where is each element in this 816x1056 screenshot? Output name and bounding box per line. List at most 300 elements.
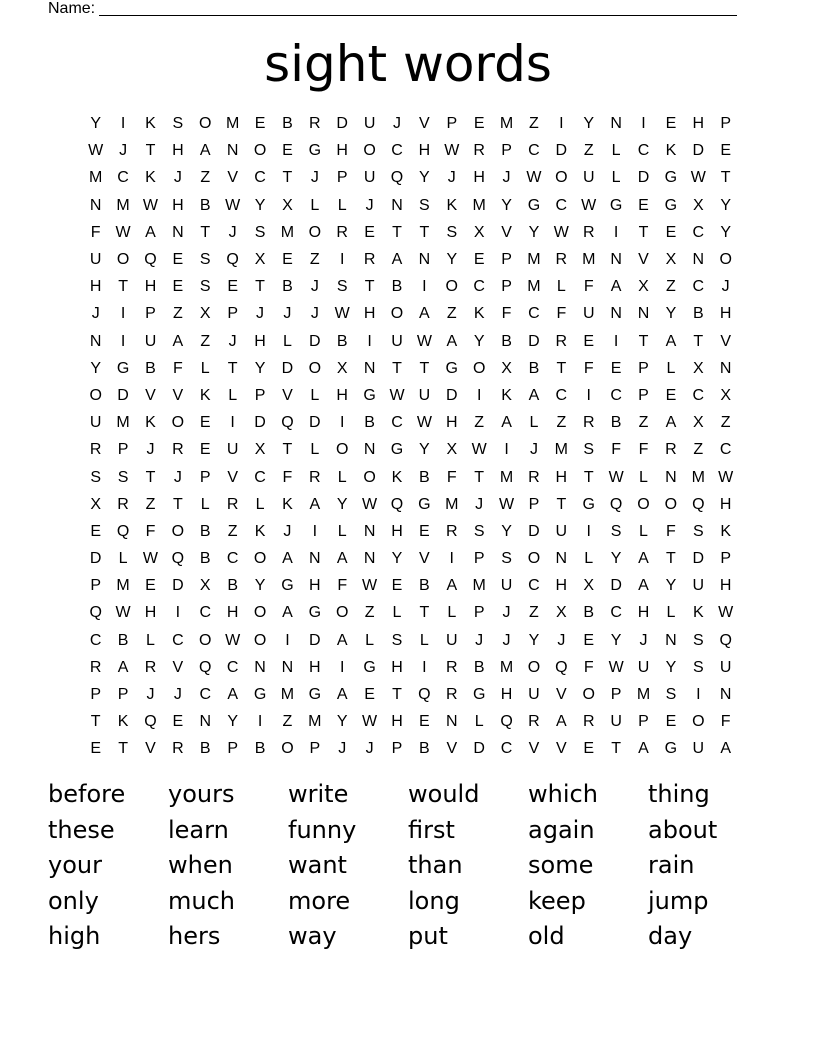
word-bank-item: jump bbox=[648, 886, 709, 915]
grid-letter: J bbox=[283, 522, 292, 540]
grid-letter: E bbox=[282, 142, 293, 160]
grid-letter: Y bbox=[90, 359, 102, 377]
grid-letter: J bbox=[146, 441, 155, 459]
grid-letter: K bbox=[145, 115, 156, 133]
grid-letter: I bbox=[504, 441, 509, 459]
grid-letter: E bbox=[172, 713, 184, 731]
grid-letter: A bbox=[528, 386, 540, 404]
grid-letter: D bbox=[610, 577, 622, 595]
grid-letter: L bbox=[474, 713, 484, 731]
grid-letter: P bbox=[501, 278, 512, 296]
grid-letter: R bbox=[89, 658, 102, 676]
grid-letter: U bbox=[719, 658, 732, 676]
grid-letter: I bbox=[449, 550, 454, 568]
grid-letter: C bbox=[172, 631, 184, 649]
grid-letter: J bbox=[475, 495, 484, 513]
grid-letter: O bbox=[253, 631, 267, 649]
grid-row bbox=[82, 491, 739, 518]
word-bank-item: funny bbox=[288, 815, 357, 844]
grid-letter: F bbox=[556, 305, 567, 323]
grid-letter: C bbox=[500, 740, 513, 758]
grid-letter: G bbox=[363, 658, 376, 676]
grid-letter: U bbox=[226, 441, 239, 459]
grid-row bbox=[82, 328, 739, 355]
grid-letter: S bbox=[199, 251, 211, 269]
grid-letter: U bbox=[89, 251, 102, 269]
grid-letter: Y bbox=[665, 658, 677, 676]
grid-letter: Z bbox=[227, 522, 238, 540]
grid-letter: A bbox=[309, 495, 321, 513]
grid-letter: W bbox=[115, 604, 131, 622]
grid-letter: Y bbox=[501, 196, 512, 214]
grid-letter: B bbox=[391, 278, 403, 296]
grid-letter: W bbox=[444, 142, 460, 160]
grid-letter: L bbox=[200, 359, 210, 377]
grid-letter: J bbox=[228, 332, 237, 350]
grid-letter: J bbox=[173, 169, 182, 187]
grid-letter: C bbox=[692, 386, 705, 404]
grid-letter: H bbox=[500, 686, 513, 704]
grid-letter: X bbox=[336, 359, 348, 377]
grid-letter: E bbox=[665, 115, 677, 133]
grid-letter: I bbox=[230, 414, 235, 432]
grid-row bbox=[82, 463, 739, 490]
grid-letter: D bbox=[117, 386, 129, 404]
word-bank-item: old bbox=[528, 922, 565, 951]
grid-letter: F bbox=[583, 278, 594, 296]
grid-letter: E bbox=[364, 223, 375, 241]
grid-letter: W bbox=[608, 658, 624, 676]
grid-letter: W bbox=[718, 604, 734, 622]
grid-letter: Z bbox=[282, 713, 293, 731]
grid-row bbox=[82, 246, 739, 273]
grid-letter: E bbox=[199, 414, 211, 432]
grid-letter: T bbox=[419, 223, 430, 241]
grid-letter: Q bbox=[692, 495, 705, 513]
grid-letter: W bbox=[142, 550, 159, 568]
grid-letter: J bbox=[173, 468, 182, 486]
grid-letter: G bbox=[664, 169, 678, 187]
grid-letter: R bbox=[89, 441, 102, 459]
grid-letter: B bbox=[528, 359, 540, 377]
grid-letter: M bbox=[527, 278, 541, 296]
grid-letter: N bbox=[692, 251, 705, 269]
grid-letter: M bbox=[499, 658, 514, 676]
grid-letter: T bbox=[392, 359, 402, 377]
grid-letter: I bbox=[613, 332, 619, 350]
grid-letter: P bbox=[227, 740, 238, 758]
grid-letter: F bbox=[638, 441, 649, 459]
grid-letter: R bbox=[445, 522, 458, 540]
grid-letter: E bbox=[145, 577, 156, 595]
grid-letter: E bbox=[583, 332, 595, 350]
grid-letter: D bbox=[555, 142, 568, 160]
grid-letter: O bbox=[116, 251, 130, 269]
grid-letter: X bbox=[692, 414, 704, 432]
grid-letter: P bbox=[117, 441, 129, 459]
grid-letter: C bbox=[226, 658, 239, 676]
grid-letter: J bbox=[721, 278, 730, 296]
grid-letter: O bbox=[253, 142, 267, 160]
grid-letter: A bbox=[638, 550, 649, 568]
grid-letter: H bbox=[719, 577, 732, 595]
grid-letter: D bbox=[309, 631, 321, 649]
grid-letter: G bbox=[281, 577, 294, 595]
grid-letter: D bbox=[89, 550, 102, 568]
grid-letter: I bbox=[339, 414, 345, 432]
grid-letter: Q bbox=[144, 251, 157, 269]
grid-letter: A bbox=[227, 686, 238, 704]
grid-letter: C bbox=[473, 278, 485, 296]
grid-letter: C bbox=[528, 305, 540, 323]
grid-letter: X bbox=[501, 359, 512, 377]
grid-letter: N bbox=[281, 658, 294, 676]
grid-letter: P bbox=[501, 142, 512, 160]
grid-letter: L bbox=[419, 631, 429, 649]
grid-letter: L bbox=[310, 196, 320, 214]
grid-letter: E bbox=[638, 196, 649, 214]
grid-letter: R bbox=[555, 332, 568, 350]
grid-letter: T bbox=[118, 278, 128, 296]
grid-letter: N bbox=[363, 359, 376, 377]
word-bank-item: want bbox=[288, 851, 347, 880]
grid-letter: B bbox=[336, 332, 348, 350]
grid-letter: E bbox=[90, 522, 102, 540]
word-bank-item: again bbox=[528, 815, 595, 844]
grid-letter: H bbox=[144, 604, 157, 622]
grid-letter: Y bbox=[336, 495, 348, 513]
grid-letter: H bbox=[555, 577, 568, 595]
grid-letter: P bbox=[90, 686, 102, 704]
grid-letter: C bbox=[117, 169, 129, 187]
grid-letter: L bbox=[282, 332, 292, 350]
grid-letter: M bbox=[116, 196, 130, 214]
grid-letter: D bbox=[254, 414, 266, 432]
grid-letter: E bbox=[254, 115, 266, 133]
grid-letter: Z bbox=[474, 414, 485, 432]
grid-letter: X bbox=[254, 251, 266, 269]
grid-letter: H bbox=[473, 169, 485, 187]
grid-letter: V bbox=[419, 550, 430, 568]
grid-letter: Y bbox=[254, 577, 266, 595]
grid-letter: H bbox=[391, 522, 403, 540]
grid-letter: Y bbox=[254, 196, 266, 214]
grid-letter: V bbox=[282, 386, 293, 404]
grid-letter: F bbox=[172, 359, 183, 377]
grid-letter: T bbox=[611, 740, 621, 758]
grid-letter: L bbox=[200, 495, 210, 513]
grid-letter: D bbox=[309, 414, 321, 432]
word-bank-item: high bbox=[48, 922, 101, 951]
word-bank-item: day bbox=[648, 922, 693, 951]
grid-letter: J bbox=[392, 115, 401, 133]
grid-letter: B bbox=[583, 604, 595, 622]
grid-letter: C bbox=[719, 441, 732, 459]
grid-letter: A bbox=[446, 332, 458, 350]
name-blank-line bbox=[99, 0, 737, 16]
grid-letter: W bbox=[362, 713, 378, 731]
word-bank-item: which bbox=[528, 780, 598, 808]
grid-letter: I bbox=[120, 332, 126, 350]
grid-letter: Y bbox=[90, 115, 102, 133]
grid-letter: H bbox=[172, 142, 184, 160]
grid-letter: O bbox=[472, 359, 486, 377]
grid-letter: P bbox=[145, 305, 156, 323]
grid-letter: V bbox=[556, 686, 567, 704]
grid-letter: O bbox=[199, 631, 212, 649]
grid-letter: K bbox=[391, 468, 403, 486]
grid-letter: N bbox=[665, 468, 677, 486]
grid-row bbox=[82, 164, 739, 191]
grid-letter: T bbox=[638, 223, 649, 241]
grid-letter: C bbox=[199, 686, 212, 704]
grid-letter: A bbox=[336, 631, 348, 649]
grid-letter: B bbox=[501, 332, 512, 350]
grid-letter: C bbox=[89, 631, 102, 649]
grid-letter: Q bbox=[418, 686, 431, 704]
grid-letter: G bbox=[116, 359, 130, 377]
grid-letter: C bbox=[199, 604, 212, 622]
grid-letter: C bbox=[555, 196, 568, 214]
grid-letter: T bbox=[282, 441, 293, 459]
grid-letter: O bbox=[390, 305, 404, 323]
grid-letter: C bbox=[528, 577, 540, 595]
grid-letter: P bbox=[473, 604, 485, 622]
grid-letter: F bbox=[501, 305, 512, 323]
grid-letter: T bbox=[145, 468, 156, 486]
grid-letter: J bbox=[146, 686, 155, 704]
grid-letter: E bbox=[583, 631, 595, 649]
grid-letter: L bbox=[146, 631, 155, 649]
grid-letter: P bbox=[528, 495, 540, 513]
word-bank-item: put bbox=[408, 922, 448, 951]
grid-letter: O bbox=[253, 604, 267, 622]
grid-letter: B bbox=[282, 115, 293, 133]
grid-letter: E bbox=[720, 142, 732, 160]
grid-letter: W bbox=[581, 196, 597, 214]
grid-letter: Y bbox=[446, 251, 458, 269]
grid-letter: D bbox=[445, 386, 458, 404]
grid-letter: B bbox=[199, 550, 211, 568]
grid-letter: U bbox=[418, 386, 431, 404]
grid-letter: C bbox=[637, 142, 650, 160]
grid-letter: X bbox=[446, 441, 458, 459]
grid-letter: T bbox=[392, 686, 402, 704]
grid-row bbox=[82, 409, 739, 436]
grid-letter: P bbox=[309, 740, 321, 758]
grid-letter: J bbox=[447, 169, 456, 187]
grid-letter: L bbox=[666, 359, 676, 377]
grid-letter: O bbox=[281, 740, 294, 758]
grid-letter: H bbox=[719, 495, 732, 513]
grid-letter: W bbox=[608, 468, 624, 486]
grid-letter: F bbox=[583, 359, 594, 377]
word-bank-item: much bbox=[168, 886, 235, 915]
grid-letter: X bbox=[638, 278, 649, 296]
word-bank-item: way bbox=[288, 922, 337, 951]
grid-letter: Y bbox=[720, 223, 732, 241]
grid-letter: X bbox=[282, 196, 293, 214]
grid-letter: W bbox=[389, 386, 405, 404]
word-bank-item: would bbox=[408, 780, 480, 808]
grid-letter: T bbox=[364, 278, 375, 296]
grid-letter: S bbox=[336, 278, 348, 296]
grid-letter: R bbox=[445, 686, 458, 704]
grid-letter: T bbox=[474, 468, 485, 486]
grid-letter: E bbox=[364, 686, 375, 704]
grid-letter: G bbox=[527, 196, 541, 214]
grid-letter: I bbox=[613, 223, 619, 241]
grid-letter: F bbox=[337, 577, 348, 595]
grid-letter: O bbox=[637, 495, 650, 513]
grid-letter: Y bbox=[419, 441, 430, 459]
grid-letter: E bbox=[282, 251, 293, 269]
grid-letter: A bbox=[446, 577, 458, 595]
grid-row bbox=[82, 654, 739, 681]
grid-letter: L bbox=[310, 386, 320, 404]
grid-letter: R bbox=[473, 142, 485, 160]
word-bank bbox=[48, 777, 768, 955]
grid-letter: N bbox=[363, 550, 376, 568]
grid-letter: N bbox=[363, 441, 376, 459]
grid-letter: G bbox=[445, 359, 458, 377]
grid-letter: R bbox=[582, 414, 595, 432]
grid-letter: B bbox=[254, 740, 266, 758]
grid-letter: J bbox=[173, 686, 182, 704]
grid-letter: J bbox=[283, 305, 292, 323]
grid-row bbox=[82, 137, 739, 164]
grid-letter: M bbox=[280, 223, 295, 241]
grid-letter: V bbox=[172, 658, 184, 676]
grid-letter: Y bbox=[528, 223, 540, 241]
word-bank-item: learn bbox=[168, 815, 229, 844]
grid-letter: F bbox=[583, 658, 594, 676]
grid-letter: H bbox=[254, 332, 266, 350]
grid-letter: N bbox=[418, 251, 431, 269]
grid-letter: L bbox=[529, 414, 539, 432]
grid-letter: B bbox=[199, 522, 211, 540]
grid-letter: A bbox=[282, 604, 293, 622]
grid-letter: I bbox=[696, 686, 701, 704]
grid-letter: H bbox=[391, 658, 403, 676]
grid-letter: U bbox=[528, 686, 540, 704]
grid-letter: N bbox=[199, 713, 212, 731]
grid-letter: D bbox=[637, 169, 650, 187]
grid-letter: O bbox=[363, 468, 376, 486]
grid-row bbox=[82, 545, 739, 572]
grid-letter: H bbox=[418, 142, 431, 160]
grid-letter: I bbox=[120, 115, 126, 133]
grid-letter: L bbox=[611, 142, 621, 160]
grid-row bbox=[82, 436, 739, 463]
grid-letter: R bbox=[226, 495, 239, 513]
grid-letter: N bbox=[719, 359, 732, 377]
word-bank-item: write bbox=[288, 780, 349, 808]
grid-letter: B bbox=[199, 196, 211, 214]
grid-letter: R bbox=[555, 251, 568, 269]
grid-letter: Z bbox=[364, 604, 375, 622]
grid-letter: S bbox=[90, 468, 102, 486]
grid-letter: H bbox=[692, 115, 705, 133]
grid-letter: P bbox=[720, 550, 732, 568]
grid-letter: Q bbox=[144, 713, 157, 731]
grid-letter: D bbox=[336, 115, 348, 133]
grid-letter: P bbox=[254, 386, 266, 404]
grid-row bbox=[82, 300, 739, 327]
grid-letter: J bbox=[338, 740, 347, 758]
grid-row bbox=[82, 382, 739, 409]
grid-letter: Z bbox=[583, 142, 594, 160]
grid-letter: O bbox=[527, 658, 541, 676]
grid-letter: T bbox=[172, 495, 183, 513]
grid-letter: Y bbox=[391, 550, 403, 568]
grid-letter: M bbox=[116, 414, 130, 432]
grid-letter: O bbox=[89, 386, 102, 404]
grid-letter: N bbox=[665, 631, 677, 649]
grid-letter: R bbox=[665, 441, 677, 459]
grid-letter: O bbox=[335, 441, 349, 459]
word-bank-item: first bbox=[408, 815, 455, 844]
grid-letter: K bbox=[145, 169, 156, 187]
word-bank-item: these bbox=[48, 815, 115, 844]
grid-letter: F bbox=[611, 441, 621, 459]
grid-letter: L bbox=[337, 468, 347, 486]
grid-letter: I bbox=[339, 658, 345, 676]
grid-letter: H bbox=[144, 278, 157, 296]
grid-letter: Q bbox=[171, 550, 185, 568]
grid-letter: T bbox=[90, 713, 101, 731]
grid-letter: S bbox=[692, 658, 704, 676]
grid-letter: J bbox=[310, 278, 319, 296]
grid-letter: B bbox=[364, 414, 375, 432]
grid-letter: S bbox=[199, 278, 211, 296]
grid-letter: U bbox=[610, 713, 622, 731]
grid-letter: M bbox=[472, 196, 486, 214]
grid-letter: K bbox=[254, 522, 266, 540]
grid-letter: Y bbox=[501, 522, 512, 540]
grid-letter: X bbox=[556, 604, 567, 622]
grid-letter: A bbox=[665, 332, 677, 350]
grid-letter: Q bbox=[555, 658, 568, 676]
grid-letter: G bbox=[664, 196, 678, 214]
grid-letter: M bbox=[499, 468, 514, 486]
grid-letter: J bbox=[256, 305, 265, 323]
grid-letter: X bbox=[720, 386, 732, 404]
grid-letter: V bbox=[720, 332, 732, 350]
grid-letter: A bbox=[336, 550, 348, 568]
grid-letter: L bbox=[228, 386, 238, 404]
grid-letter: N bbox=[254, 658, 266, 676]
grid-letter: B bbox=[282, 278, 293, 296]
grid-letter: Y bbox=[227, 713, 238, 731]
grid-row bbox=[82, 735, 739, 762]
grid-letter: G bbox=[582, 495, 595, 513]
grid-letter: K bbox=[473, 305, 485, 323]
grid-letter: T bbox=[556, 495, 567, 513]
grid-letter: W bbox=[690, 169, 706, 187]
grid-letter: A bbox=[199, 142, 211, 160]
grid-letter: E bbox=[419, 522, 430, 540]
grid-letter: P bbox=[638, 386, 649, 404]
grid-letter: E bbox=[199, 441, 211, 459]
grid-letter: S bbox=[172, 115, 184, 133]
grid-letter: O bbox=[308, 223, 322, 241]
grid-letter: I bbox=[586, 386, 591, 404]
grid-letter: Y bbox=[254, 359, 266, 377]
grid-letter: S bbox=[501, 550, 512, 568]
grid-letter: L bbox=[365, 631, 375, 649]
grid-letter: N bbox=[610, 305, 622, 323]
